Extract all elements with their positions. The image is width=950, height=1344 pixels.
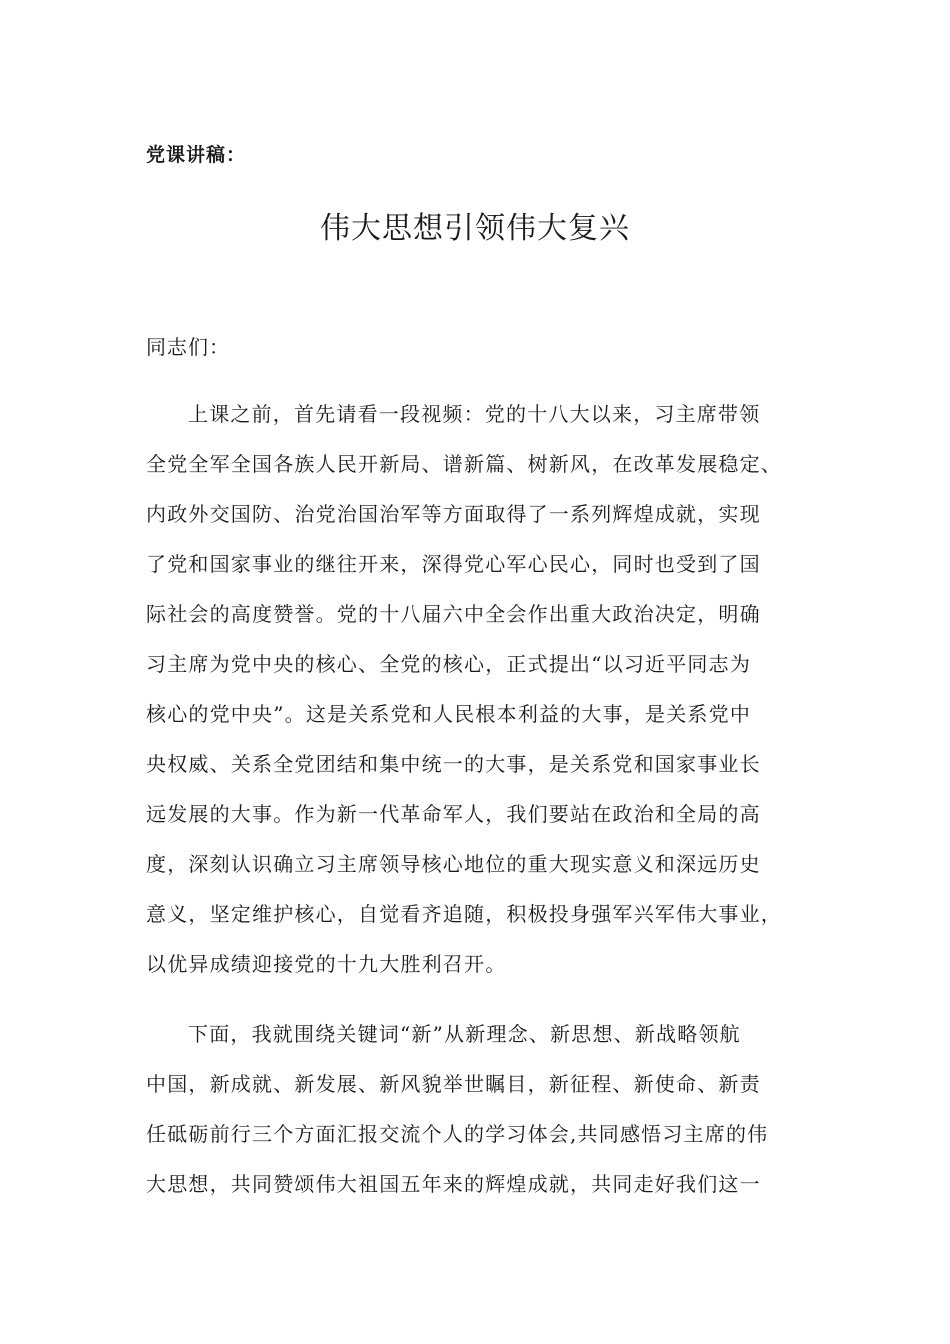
paragraph-line: 以优异成绩迎接党的十九大胜利召开。 <box>146 952 507 976</box>
paragraph-line: 核心的党中央”。这是关系党和人民根本利益的大事，是关系党中 <box>146 702 752 726</box>
paragraph-line: 远发展的大事。作为新一代革命军人，我们要站在政治和全局的高 <box>146 802 761 826</box>
paragraph-line: 度，深刻认识确立习主席领导核心地位的重大现实意义和深远历史 <box>146 852 761 876</box>
paragraph-line: 下面，我就围绕关键词“新”从新理念、新思想、新战略领航 <box>188 1022 741 1046</box>
paragraph-line: 中国，新成就、新发展、新风貌举世瞩目，新征程、新使命、新责 <box>146 1072 761 1096</box>
paragraph-1 <box>146 401 806 1001</box>
salutation: 同志们： <box>146 335 230 359</box>
paragraph-line: 央权威、关系全党团结和集中统一的大事，是关系党和国家事业长 <box>146 752 761 776</box>
paragraph-line: 际社会的高度赞誉。党的十八届六中全会作出重大政治决定，明确 <box>146 602 761 626</box>
paragraph-line: 任砥砺前行三个方面汇报交流个人的学习体会,共同感悟习主席的伟 <box>146 1122 769 1146</box>
paragraph-line: 大思想，共同赞颂伟大祖国五年来的辉煌成就，共同走好我们这一 <box>146 1172 761 1196</box>
paragraph-line: 全党全军全国各族人民开新局、谱新篇、树新风，在改革发展稳定、 <box>146 452 782 476</box>
paragraph-line: 习主席为党中央的核心、全党的核心，正式提出“以习近平同志为 <box>146 652 752 676</box>
document-title: 伟大思想引领伟大复兴 <box>320 211 630 246</box>
paragraph-line: 了党和国家事业的继往开来，深得党心军心民心，同时也受到了国 <box>146 552 761 576</box>
paragraph-line: 意义，坚定维护核心，自觉看齐追随，积极投身强军兴军伟大事业， <box>146 902 782 926</box>
document-label: 党课讲稿： <box>146 144 247 166</box>
paragraph-2 <box>146 1021 806 1221</box>
paragraph-line: 上课之前，首先请看一段视频：党的十八大以来，习主席带领 <box>188 402 761 426</box>
paragraph-line: 内政外交国防、治党治国治军等方面取得了一系列辉煌成就，实现 <box>146 502 761 526</box>
